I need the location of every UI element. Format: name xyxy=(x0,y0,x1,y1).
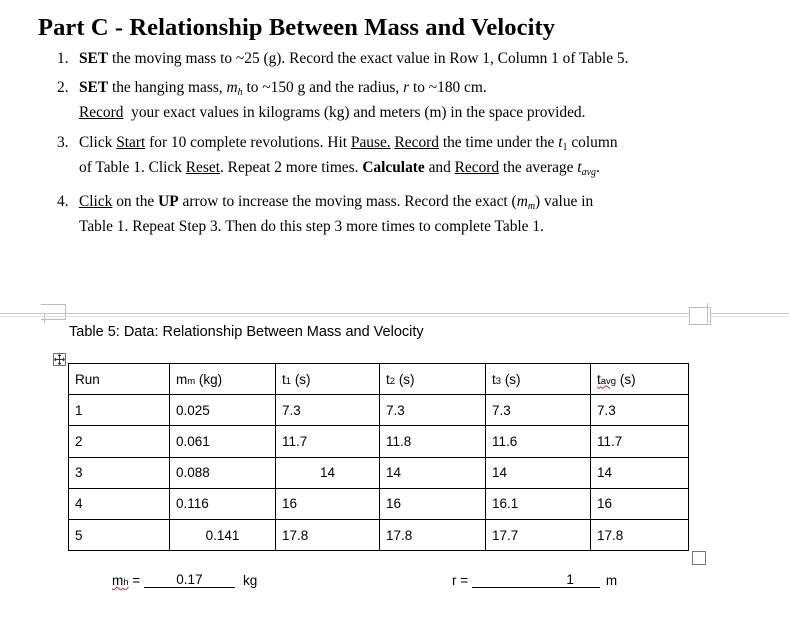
step-number: 3. xyxy=(57,134,69,151)
cell-run[interactable]: 5 xyxy=(69,519,170,550)
step-text: your exact values in kilograms (kg) and meters (m) in the space provided. xyxy=(123,104,586,121)
header-unit: (s) xyxy=(395,371,415,387)
cell-moving-mass[interactable]: 0.141 xyxy=(170,519,276,550)
step-1 xyxy=(57,49,737,69)
data-table xyxy=(68,363,689,551)
table-caption: Table 5: Data: Relationship Between Mass and Velocity xyxy=(69,324,424,340)
step-number: 4. xyxy=(57,193,69,210)
up-keyword: UP xyxy=(158,193,179,210)
step-text: the hanging mass, xyxy=(108,79,227,96)
table-row xyxy=(69,457,689,488)
step-text: the average xyxy=(499,159,578,176)
page-corner-mark xyxy=(707,303,709,323)
table-resize-handle[interactable] xyxy=(692,551,706,565)
cell-t3[interactable]: 7.3 xyxy=(486,395,591,426)
cell-tavg[interactable]: 11.7 xyxy=(591,426,689,457)
hanging-mass-field[interactable] xyxy=(112,572,257,588)
page-title: Part C - Relationship Between Mass and Velocity xyxy=(38,14,556,41)
math-symbol: r xyxy=(403,79,410,96)
click-keyword: Click xyxy=(79,193,113,210)
instruction-list xyxy=(57,49,737,246)
math-subscript: h xyxy=(237,87,243,98)
table-header-row xyxy=(69,364,689,395)
page-break xyxy=(0,313,789,317)
step-text: on the xyxy=(112,193,159,210)
header-symbol: t xyxy=(386,371,390,387)
math-symbol: m xyxy=(226,79,238,96)
step-2 xyxy=(57,78,737,123)
cell-t1[interactable]: 17.8 xyxy=(276,519,380,550)
cell-t3[interactable]: 16.1 xyxy=(486,488,591,519)
header-unit: (s) xyxy=(616,371,636,387)
math-symbol: m xyxy=(516,193,528,210)
step-text: Table 1. Repeat Step 3. Then do this step 3 more times to complete Table 1. xyxy=(79,218,544,235)
math-subscript: 1 xyxy=(562,142,568,153)
header-tavg[interactable] xyxy=(591,364,689,395)
radius-field[interactable] xyxy=(452,572,617,588)
header-t2[interactable] xyxy=(380,364,486,395)
cell-t2[interactable]: 17.8 xyxy=(380,519,486,550)
hanging-mass-subscript: h xyxy=(123,577,129,588)
header-symbol-main: t xyxy=(597,371,601,387)
header-symbol xyxy=(597,372,616,387)
cell-t3[interactable]: 14 xyxy=(486,457,591,488)
hanging-mass-symbol xyxy=(112,573,129,588)
header-moving-mass[interactable] xyxy=(170,364,276,395)
start-keyword: Start xyxy=(116,134,146,151)
cell-run[interactable]: 1 xyxy=(69,395,170,426)
math-symbol: t xyxy=(558,134,563,151)
header-symbol: m xyxy=(176,371,188,387)
cell-t3[interactable]: 17.7 xyxy=(486,519,591,550)
step-3 xyxy=(57,133,737,183)
header-t1[interactable] xyxy=(276,364,380,395)
radius-value[interactable]: 1 xyxy=(472,572,600,588)
header-subscript: 2 xyxy=(389,375,396,387)
header-unit: (s) xyxy=(291,371,311,387)
header-unit: (kg) xyxy=(195,371,223,387)
cell-t3[interactable]: 11.6 xyxy=(486,426,591,457)
table-row xyxy=(69,519,689,550)
cell-moving-mass[interactable]: 0.061 xyxy=(170,426,276,457)
step-text: . xyxy=(596,159,600,176)
cell-run[interactable]: 4 xyxy=(69,488,170,519)
header-run[interactable]: Run xyxy=(69,364,170,395)
table-row xyxy=(69,426,689,457)
table-move-handle-icon[interactable] xyxy=(53,353,66,366)
cell-t1[interactable]: 16 xyxy=(276,488,380,519)
cell-tavg[interactable]: 17.8 xyxy=(591,519,689,550)
header-subscript: 3 xyxy=(495,375,502,387)
step-text: arrow to increase the moving mass. Record the exact ( xyxy=(178,193,517,210)
set-keyword: SET xyxy=(79,50,109,67)
step-number: 2. xyxy=(57,79,69,96)
cell-t2[interactable]: 7.3 xyxy=(380,395,486,426)
cell-moving-mass[interactable]: 0.116 xyxy=(170,488,276,519)
step-text: ) value in xyxy=(535,193,594,210)
record-keyword: Record xyxy=(394,134,439,151)
reset-keyword: Reset xyxy=(185,159,220,176)
move-arrows-icon xyxy=(54,354,65,365)
step-text: and xyxy=(424,159,455,176)
cell-t1[interactable]: 11.7 xyxy=(276,426,380,457)
radius-label: r = xyxy=(452,573,472,588)
header-symbol: t xyxy=(282,371,286,387)
step-text: . Repeat 2 more times. xyxy=(219,159,363,176)
record-keyword: Record xyxy=(454,159,500,176)
cell-moving-mass[interactable]: 0.025 xyxy=(170,395,276,426)
math-subscript: m xyxy=(527,201,536,212)
equals-sign: = xyxy=(128,573,144,588)
cell-tavg[interactable]: 7.3 xyxy=(591,395,689,426)
step-text: the moving mass to ~25 (g). Record the exact value in Row 1, Column 1 of Table 5. xyxy=(108,50,629,67)
step-number: 1. xyxy=(57,50,69,67)
math-subscript: avg xyxy=(581,167,597,178)
header-symbol: t xyxy=(492,371,496,387)
cell-run[interactable]: 3 xyxy=(69,457,170,488)
calculate-keyword: Calculate xyxy=(362,159,425,176)
step-4 xyxy=(57,192,737,237)
cell-t1[interactable]: 7.3 xyxy=(276,395,380,426)
cell-run[interactable]: 2 xyxy=(69,426,170,457)
header-t3[interactable] xyxy=(486,364,591,395)
table-row xyxy=(69,488,689,519)
hanging-mass-unit: kg xyxy=(242,573,258,588)
step-text: for 10 complete revolutions. Hit xyxy=(145,134,351,151)
step-text: of Table 1. Click xyxy=(79,159,186,176)
step-text: the time under the xyxy=(438,134,559,151)
header-subscript: avg xyxy=(600,375,617,387)
set-keyword: SET xyxy=(79,79,109,96)
header-unit: (s) xyxy=(501,371,521,387)
cell-t2[interactable]: 16 xyxy=(380,488,486,519)
step-text: Click xyxy=(79,134,117,151)
math-symbol: t xyxy=(577,159,582,176)
hanging-mass-value[interactable]: 0.17 xyxy=(144,572,235,588)
cell-tavg[interactable]: 14 xyxy=(591,457,689,488)
cell-tavg[interactable]: 16 xyxy=(591,488,689,519)
cell-t2[interactable]: 11.8 xyxy=(380,426,486,457)
cell-moving-mass[interactable]: 0.088 xyxy=(170,457,276,488)
step-text: column xyxy=(567,134,618,151)
step-text: to ~150 g and the radius, xyxy=(242,79,404,96)
pause-keyword: Pause. xyxy=(350,134,391,151)
hanging-mass-symbol-main: m xyxy=(112,573,124,588)
table-row xyxy=(69,395,689,426)
header-subscript: 1 xyxy=(285,375,292,387)
record-keyword: Record xyxy=(79,104,124,121)
header-subscript: m xyxy=(187,375,196,387)
cell-t2[interactable]: 14 xyxy=(380,457,486,488)
cell-t1[interactable]: 14 xyxy=(276,457,380,488)
radius-unit: m xyxy=(605,573,618,588)
step-text: to ~180 cm. xyxy=(409,79,487,96)
